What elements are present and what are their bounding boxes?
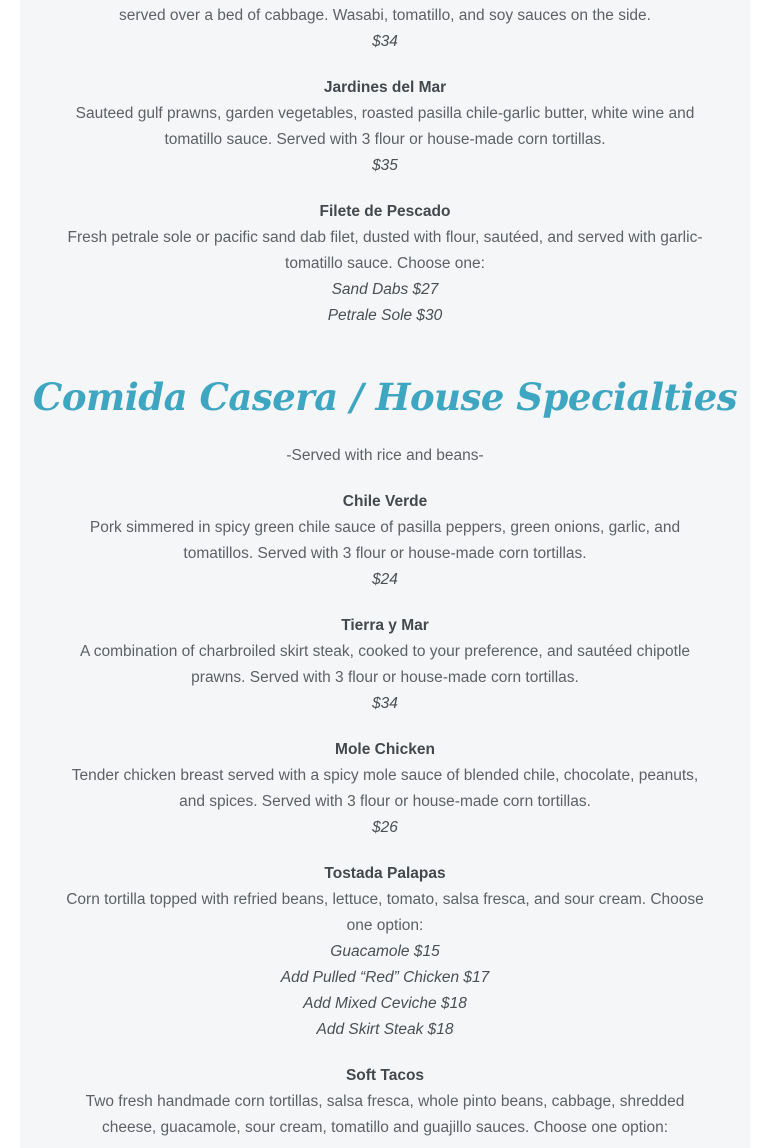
item-price: $34	[372, 33, 398, 50]
section-note: -Served with rice and beans-	[286, 447, 484, 464]
item-price-option: Sand Dabs $27	[331, 281, 439, 298]
item-price-option: Petrale Sole $30	[327, 307, 443, 324]
menu-panel	[20, 0, 750, 1148]
item-name: Soft Tacos	[345, 1067, 425, 1084]
item-name: Tostada Palapas	[324, 865, 446, 882]
item-description: Pork simmered in spicy green chile sauce of pasilla peppers, green onions, garlic, and	[89, 519, 681, 536]
item-price: $26	[372, 819, 398, 836]
item-name: Chile Verde	[342, 493, 428, 510]
item-description: and spices. Served with 3 flour or house-made corn tortillas.	[179, 793, 591, 810]
item-description: tomatillos. Served with 3 flour or house-made corn tortillas.	[183, 545, 587, 562]
item-description: Fresh petrale sole or pacific sand dab filet, dusted with flour, sautéed, and served with garlic-	[67, 229, 703, 246]
item-description: tomatillo sauce. Served with 3 flour or house-made corn tortillas.	[164, 131, 606, 148]
item-description: Tender chicken breast served with a spicy mole sauce of blended chile, chocolate, peanuts,	[71, 767, 699, 784]
item-name: Jardines del Mar	[323, 79, 447, 96]
item-description: Two fresh handmade corn tortillas, salsa fresca, whole pinto beans, cabbage, shredded	[85, 1093, 685, 1110]
item-description: cheese, guacamole, sour cream, tomatillo and guajillo sauces. Choose one option:	[101, 1119, 669, 1136]
item-name: Tierra y Mar	[341, 617, 429, 634]
item-price-option: Add Skirt Steak $18	[316, 1021, 454, 1038]
item-price-option: Guacamole $15	[330, 943, 440, 960]
item-name: Filete de Pescado	[319, 203, 451, 220]
item-name: Mole Chicken	[335, 741, 435, 758]
item-description: served over a bed of cabbage. Wasabi, tomatillo, and soy sauces on the side.	[119, 7, 651, 24]
item-price: $24	[372, 571, 398, 588]
item-price-option: Add Mixed Ceviche $18	[303, 995, 467, 1012]
item-price: $35	[372, 157, 398, 174]
item-description: tomatillo sauce. Choose one:	[285, 255, 485, 272]
item-price-option: Add Pulled “Red” Chicken $17	[280, 969, 490, 986]
section-title: Comida Casera / House Specialties	[32, 375, 738, 419]
item-description: one option:	[346, 917, 424, 934]
item-description: Sauteed gulf prawns, garden vegetables, roasted pasilla chile-garlic butter, white wine and	[75, 105, 695, 122]
item-description: Corn tortilla topped with refried beans, lettuce, tomato, salsa fresca, and sour cream. Choose	[66, 891, 704, 908]
item-description: A combination of charbroiled skirt steak, cooked to your preference, and sautéed chipotle	[79, 643, 691, 660]
item-price: $34	[372, 695, 398, 712]
item-description: prawns. Served with 3 flour or house-made corn tortillas.	[191, 669, 579, 686]
